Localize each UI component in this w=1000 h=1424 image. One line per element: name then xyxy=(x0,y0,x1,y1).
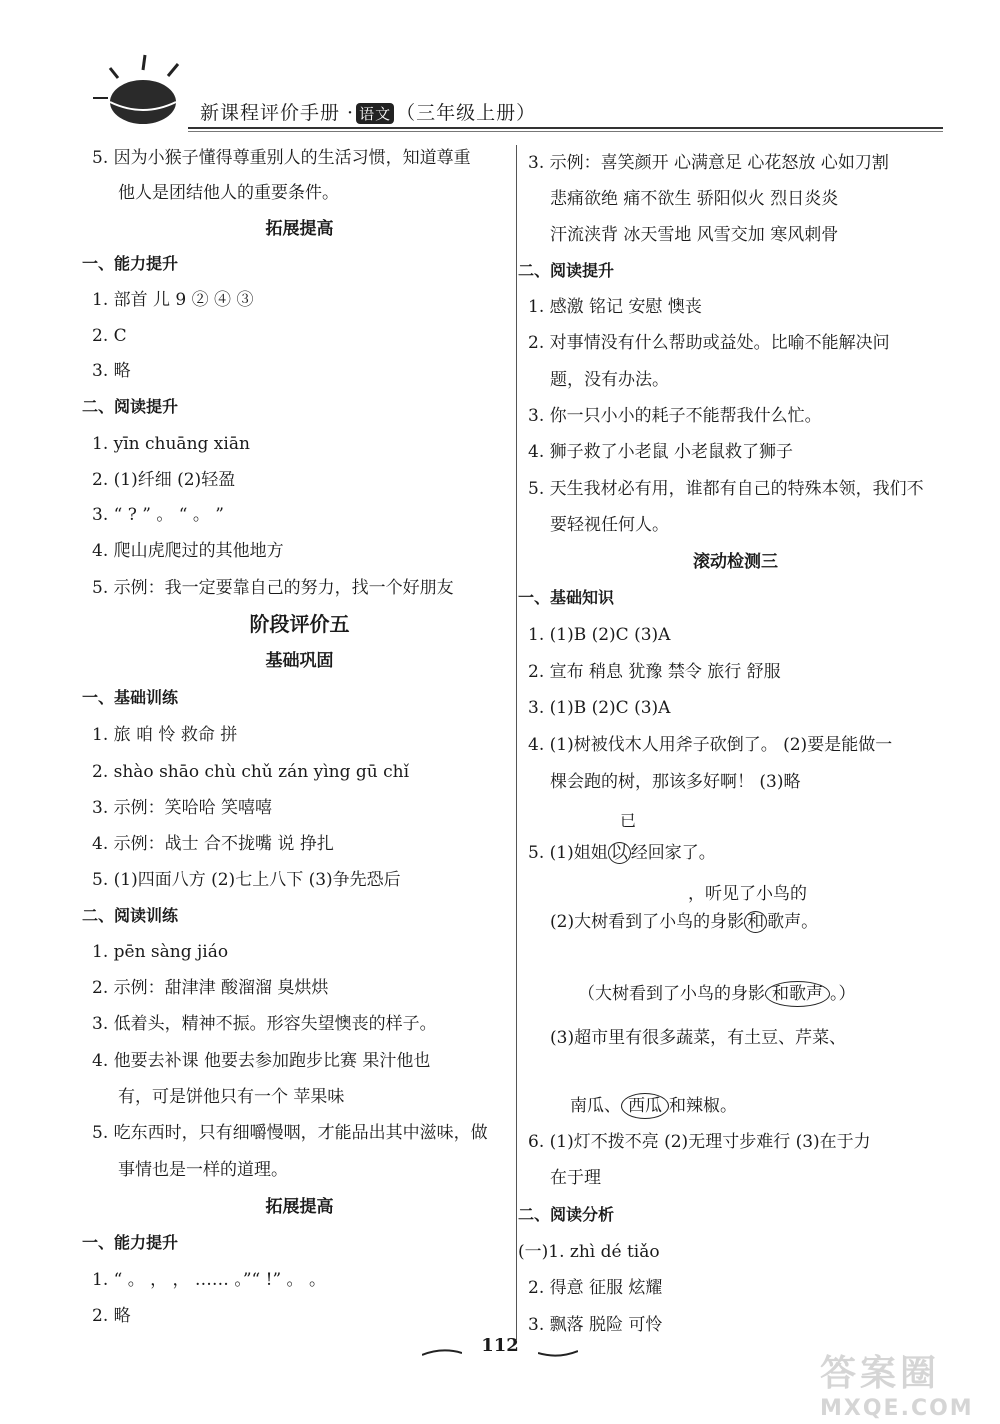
answer-line: 3. 示例：笑哈哈 笑嘻嘻 xyxy=(92,798,273,818)
subsection-heading: 一、能力提升 xyxy=(82,254,179,273)
page-header xyxy=(0,0,1000,140)
answer-line: 1. 旅 咱 怜 救命 拼 xyxy=(92,725,238,745)
left-swoosh-icon xyxy=(422,1347,462,1359)
watermark-text: 答案圈 xyxy=(820,1353,941,1394)
header-title xyxy=(200,98,536,125)
header-rule xyxy=(188,127,943,129)
answer-line: 5. 示例：我一定要靠自己的努力，找一个好朋友 xyxy=(92,578,454,598)
sun-logo-icon xyxy=(88,40,198,125)
answer-line: 2. C xyxy=(92,326,127,346)
subsection-heading: 一、基础训练 xyxy=(82,688,179,707)
answer-line: 4. 爬山虎爬过的其他地方 xyxy=(92,541,284,561)
answer-line: 3. (1)B (2)C (3)A xyxy=(528,698,671,718)
answer-text: 经回家了。 xyxy=(630,843,716,863)
subsection-heading: 二、阅读训练 xyxy=(82,906,179,925)
answer-line: 2. 示例：甜津津 酸溜溜 臭烘烘 xyxy=(92,978,329,998)
answer-text: 和辣椒。 xyxy=(669,1096,737,1116)
subject-badge: 语文 xyxy=(356,103,394,124)
answer-line: 2. 略 xyxy=(92,1306,131,1326)
section-heading: 阶段评价五 xyxy=(249,612,350,636)
subsection-heading: 二、阅读提升 xyxy=(518,261,615,280)
answer-line: 4. (1)树被伐木人用斧子砍倒了。 (2)要是能做一 xyxy=(528,735,893,755)
answer-line: 3. 你一只小小的耗子不能帮我什么忙。 xyxy=(528,406,822,426)
answer-line: 1. yīn chuāng xiān xyxy=(92,434,250,454)
answer-line: 1. (1)B (2)C (3)A xyxy=(528,625,671,645)
subsection-heading: 一、能力提升 xyxy=(82,1233,179,1252)
answer-line: 1. 感激 铭记 安慰 懊丧 xyxy=(528,297,702,317)
header-title-prefix: 新课程评价手册 · xyxy=(200,102,355,124)
answer-line: 2. 得意 征服 炫耀 xyxy=(528,1278,663,1298)
answer-line: 6. (1)灯不拨不亮 (2)无理寸步难行 (3)在于力 xyxy=(528,1132,871,1152)
circled-phrase: 西瓜 xyxy=(621,1093,669,1119)
answer-text: (2)大树看到了小鸟的身影 xyxy=(550,912,745,932)
answer-text: 5. (1)姐姐 xyxy=(528,843,608,863)
answer-text: 。） xyxy=(830,984,856,1004)
answer-text: 歌声。 xyxy=(767,912,819,932)
answer-line: 汗流浃背 冰天雪地 风雪交加 寒风刺骨 xyxy=(550,225,839,245)
answer-text: （大树看到了小鸟的身影 xyxy=(578,984,765,1004)
answer-line: 2. shào shāo chù chǔ zán yìng gū chǐ xyxy=(92,762,410,782)
page-number: 112 xyxy=(481,1335,519,1356)
answer-line: (3)超市里有很多蔬菜，有土豆、芹菜、 xyxy=(550,1028,847,1048)
answer-line: (一)1. zhì dé tiǎo xyxy=(518,1242,660,1262)
subsection-heading: 一、基础知识 xyxy=(518,588,615,607)
grade-label: （三年级上册） xyxy=(396,102,537,124)
answer-line: 有，可是饼他只有一个 苹果味 xyxy=(118,1087,345,1107)
answer-line xyxy=(570,1095,737,1117)
watermark-url: MXQE.COM xyxy=(820,1396,974,1421)
column-divider xyxy=(516,145,517,1340)
answer-line: 棵会跑的树，那该多好啊！ (3)略 xyxy=(550,772,801,792)
section-heading: 滚动检测三 xyxy=(693,552,778,572)
circled-phrase: 和歌声 xyxy=(765,981,830,1007)
answer-line: 3. 飘落 脱险 可怜 xyxy=(528,1315,663,1335)
watermark xyxy=(820,1345,990,1420)
section-heading: 拓展提高 xyxy=(265,1197,334,1217)
answer-line xyxy=(578,983,856,1005)
section-heading: 拓展提高 xyxy=(265,219,334,239)
answer-line: 在于理 xyxy=(550,1168,601,1188)
answer-line: 事情也是一样的道理。 xyxy=(118,1160,288,1180)
right-swoosh-icon xyxy=(538,1347,578,1359)
answer-line xyxy=(528,842,716,864)
answer-line: 2. 对事情没有什么帮助或益处。比喻不能解决问 xyxy=(528,333,890,353)
answer-line: 1. “ 。 ， ， …… 。”“ !” 。 。 xyxy=(92,1270,326,1290)
insertion-mark: 已 xyxy=(620,811,637,830)
subsection-heading: 二、阅读分析 xyxy=(518,1205,615,1224)
answer-text: 南瓜、 xyxy=(570,1096,621,1116)
answer-line: 1. pēn sàng jiáo xyxy=(92,942,229,962)
answer-line: 3. “ ? ” 。 “ 。 ” xyxy=(92,505,224,525)
answer-line: 要轻视任何人。 xyxy=(550,515,669,535)
answer-line: 1. 部首 儿 9 ② ④ ③ xyxy=(92,290,254,310)
answer-line: 5. (1)四面八方 (2)七上八下 (3)争先恐后 xyxy=(92,870,401,890)
answer-line: 3. 略 xyxy=(92,361,131,381)
answer-line: 2. 宣布 稍息 犹豫 禁令 旅行 舒服 xyxy=(528,662,781,682)
circled-char: 和 xyxy=(744,911,767,933)
answer-line: 3. 示例：喜笑颜开 心满意足 心花怒放 心如刀割 xyxy=(528,153,889,173)
page-footer xyxy=(440,1335,560,1365)
answer-line: 悲痛欲绝 痛不欲生 骄阳似火 烈日炎炎 xyxy=(550,189,839,209)
circled-char: 以 xyxy=(608,842,631,864)
answer-line: 5. 天生我材必有用，谁都有自己的特殊本领，我们不 xyxy=(528,479,924,499)
answer-line: 5. 吃东西时，只有细嚼慢咽，才能品出其中滋味，做 xyxy=(92,1123,488,1143)
answer-line xyxy=(550,911,818,933)
insertion-mark: ，听见了小鸟的 xyxy=(688,884,807,904)
subsection-heading: 二、阅读提升 xyxy=(82,397,179,416)
answer-line: 4. 他要去补课 他要去参加跑步比赛 果汁他也 xyxy=(92,1051,431,1071)
answer-line: 4. 狮子救了小老鼠 小老鼠救了狮子 xyxy=(528,442,794,462)
answer-line: 4. 示例：战士 合不拢嘴 说 挣扎 xyxy=(92,834,334,854)
answer-line: 他人是团结他人的重要条件。 xyxy=(118,183,339,203)
answer-line: 3. 低着头，精神不振。形容失望懊丧的样子。 xyxy=(92,1014,437,1034)
header-rule-thin xyxy=(188,131,943,132)
answer-line: 5. 因为小猴子懂得尊重别人的生活习惯，知道尊重 xyxy=(92,148,471,168)
section-heading: 基础巩固 xyxy=(265,651,334,671)
answer-line: 题，没有办法。 xyxy=(550,370,669,390)
answer-line: 2. (1)纤细 (2)轻盈 xyxy=(92,470,236,490)
